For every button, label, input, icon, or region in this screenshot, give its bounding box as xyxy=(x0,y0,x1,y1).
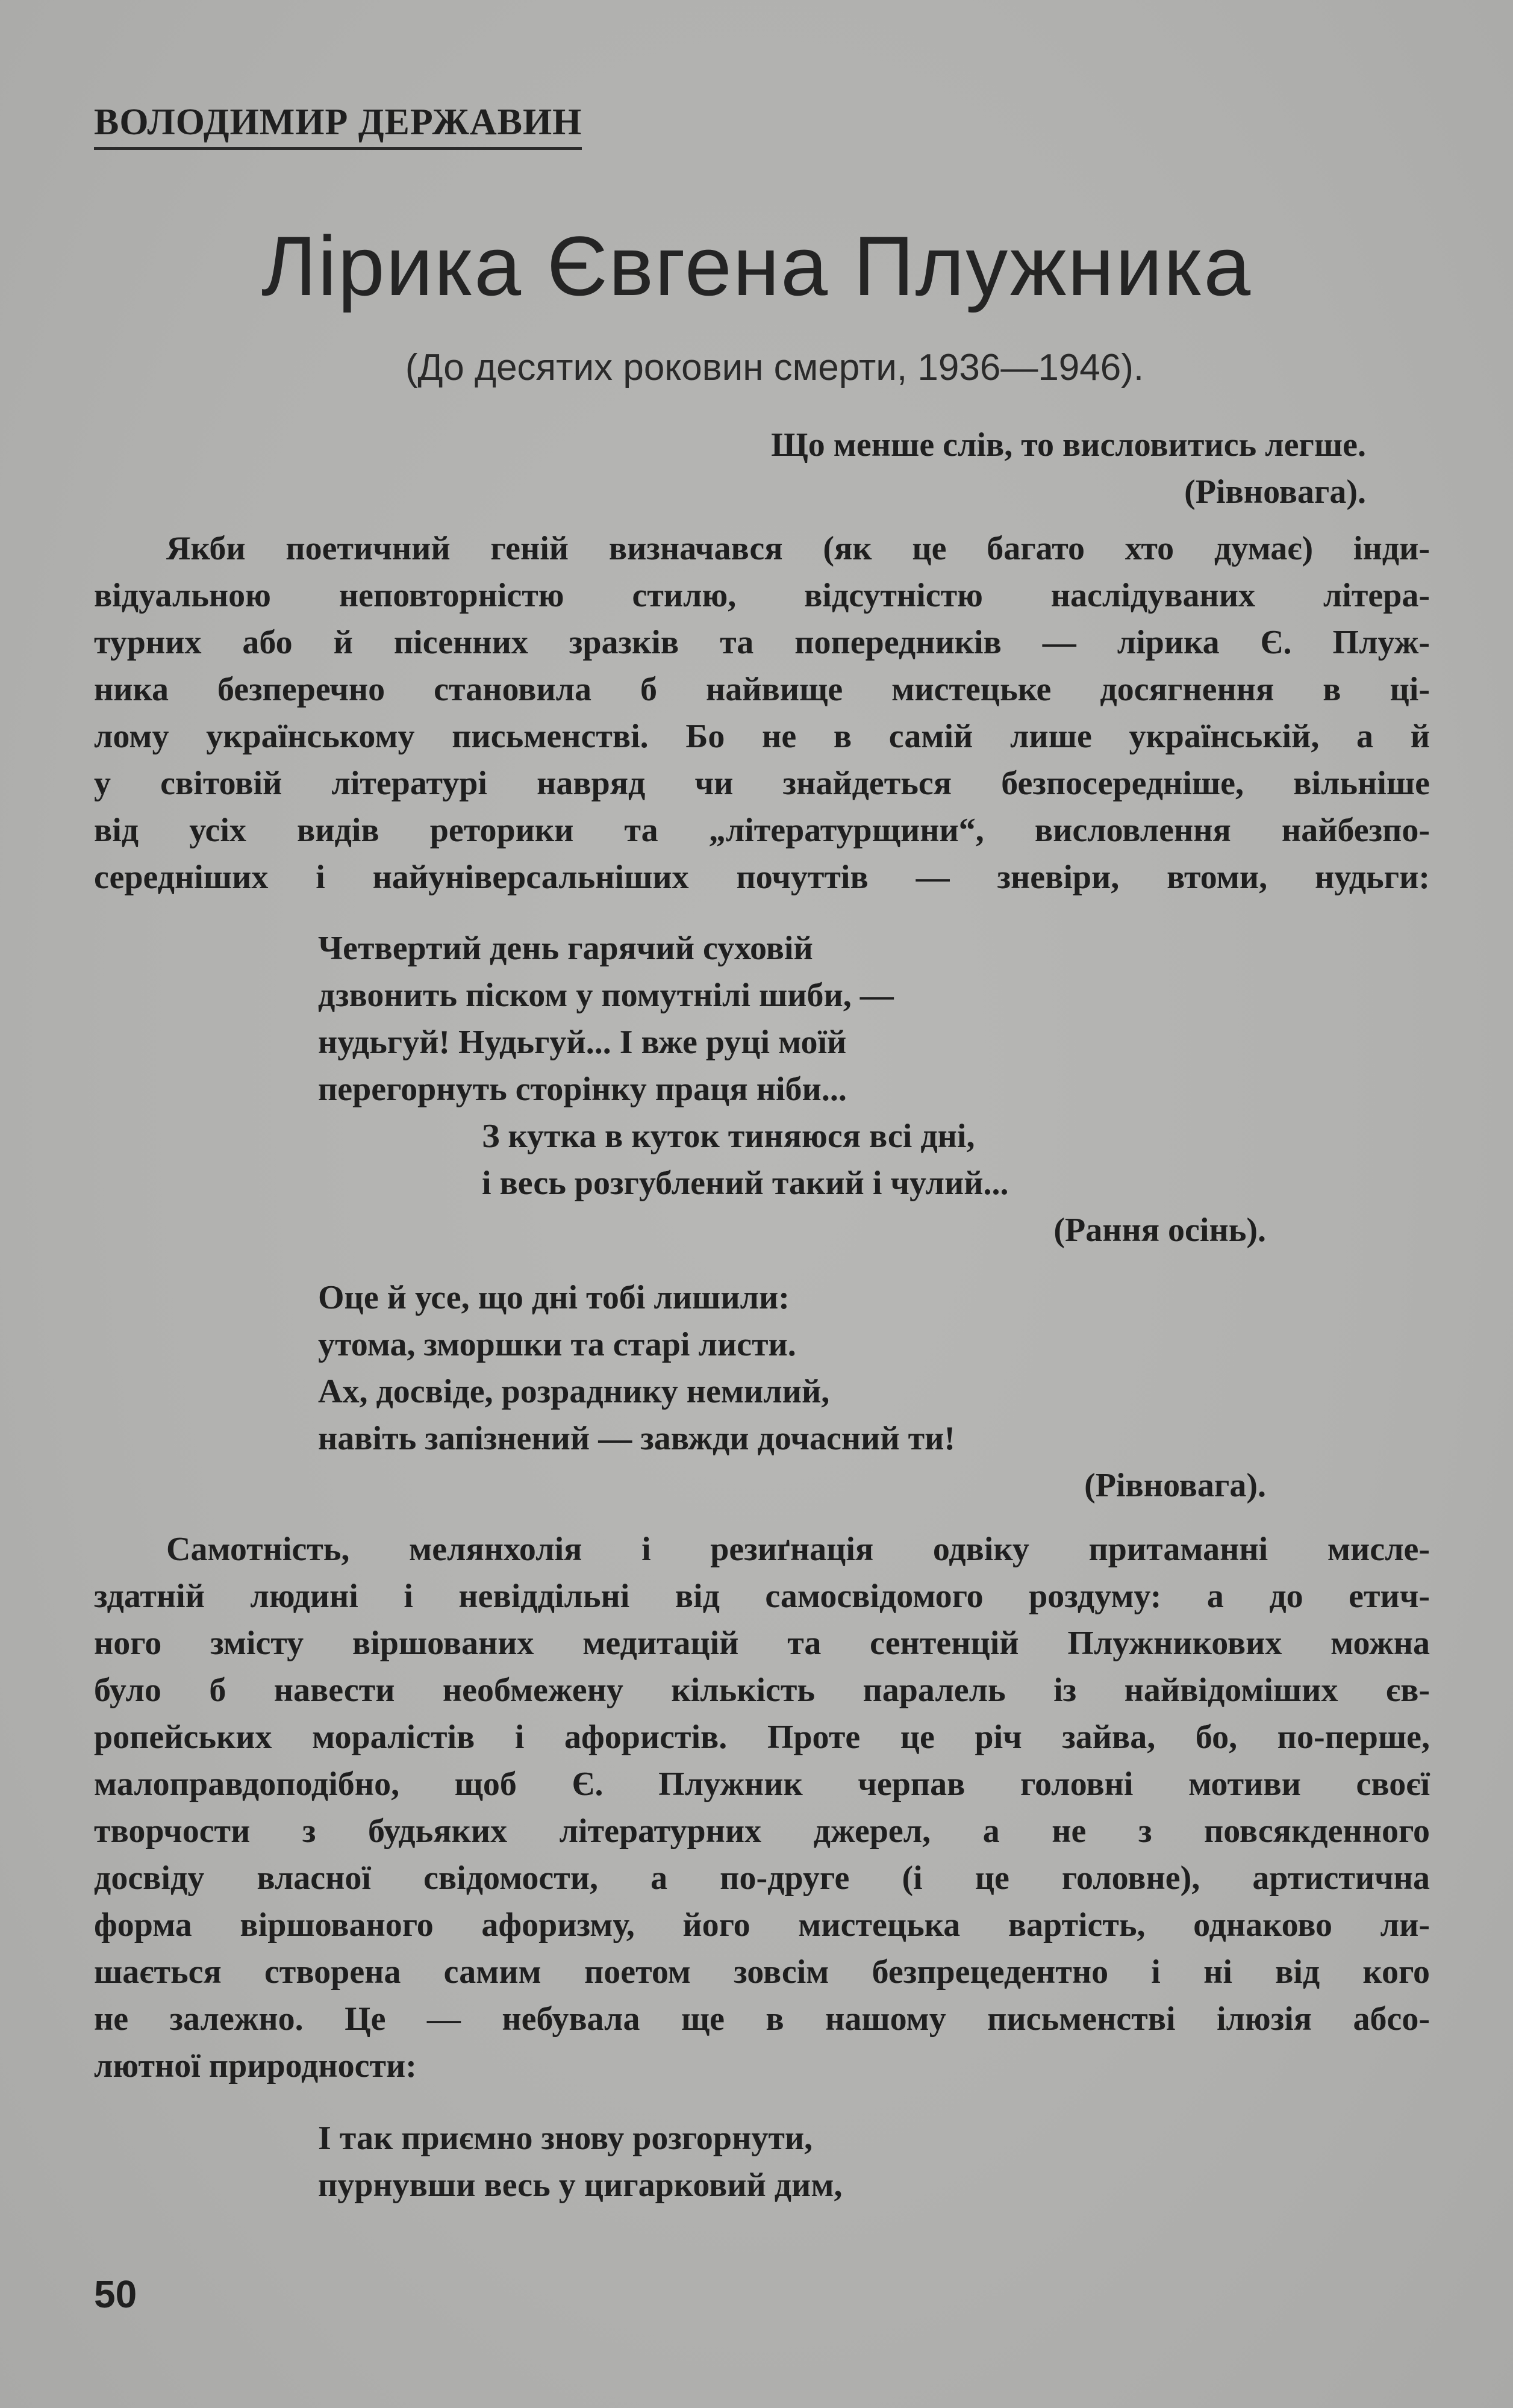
paragraph-1-line: Якби поетичний геній визначався (як це багато хто думає) інди- xyxy=(166,530,1430,567)
paragraph-1-line: лому українському письменстві. Бо не в самій лише українській, а й xyxy=(94,718,1430,755)
paragraph-2-line: шається створена самим поетом зовсім безпрецедентно і ні від кого xyxy=(94,1953,1430,1991)
poem-2-verse: навіть запізнений — завжди дочасний ти! xyxy=(318,1420,956,1457)
poem-1-verse: дзвонить піском у помутнілі шиби, — xyxy=(318,977,894,1014)
article-subtitle: (До десятих роковин смерти, 1936—1946). xyxy=(405,347,1144,388)
paragraph-1-line: у світовій літературі навряд чи знайдеться безпосередніше, вільніше xyxy=(94,765,1430,802)
poem-1-verse: перегорнуть сторінку праця ніби... xyxy=(318,1071,847,1108)
article-title: Лірика Євгена Плужника xyxy=(261,219,1252,313)
page-number: 50 xyxy=(94,2273,137,2316)
poem-1-verse: Четвертий день гарячий суховій xyxy=(318,930,813,967)
paragraph-1-line: відуальною неповторністю стилю, відсутністю наслідуваних літера- xyxy=(94,577,1430,614)
poem-1-verse: З кутка в куток тиняюся всі дні, xyxy=(482,1118,975,1155)
paragraph-1 xyxy=(94,525,1430,901)
paragraph-2-line: форма віршованого афоризму, його мистецька вартість, однаково ли- xyxy=(94,1906,1430,1944)
poem-3-verse: пурнувши весь у цигарковий дим, xyxy=(318,2167,843,2204)
paragraph-1-line: турних або й пісенних зразків та попередників — лірика Є. Плуж- xyxy=(94,624,1430,661)
poem-2 xyxy=(318,1274,1266,1509)
poem-2-verse: Ах, досвіде, розраднику немилий, xyxy=(318,1373,830,1410)
paragraph-1-line: ника безперечно становила б найвище мистецьке досягнення в ці- xyxy=(94,671,1430,708)
paragraph-2-line: лютної природности: xyxy=(94,2047,417,2085)
epigraph-source: (Рівновага). xyxy=(1184,473,1366,511)
paragraph-2-line: малоправдоподібно, щоб Є. Плужник черпав головні мотиви своєї xyxy=(94,1766,1430,1803)
epigraph xyxy=(771,422,1366,515)
paragraph-2-line: не залежно. Це — небувала ще в нашому письменстві ілюзія абсо- xyxy=(94,2000,1430,2038)
paragraph-1-line: середніших і найуніверсальніших почуттів — зневіри, втоми, нудьги: xyxy=(94,859,1430,896)
paragraph-2 xyxy=(94,1526,1430,2089)
poem-3 xyxy=(318,2115,1161,2209)
paragraph-2-line: творчости з будьяких літературних джерел, а не з повсякденного xyxy=(94,1812,1430,1850)
epigraph-text: Що менше слів, то висловитись легше. xyxy=(771,426,1366,464)
poem-1-verse: нудьгуй! Нудьгуй... І вже руці моїй xyxy=(318,1024,847,1061)
author-name: ВОЛОДИМИР ДЕРЖАВИН xyxy=(94,104,582,150)
poem-2-verse: Оце й усе, що дні тобі лишили: xyxy=(318,1279,790,1316)
paragraph-1-line: від усіх видів реторики та „літературщини“, висловлення найбезпо- xyxy=(94,812,1430,849)
poem-3-verse: І так приємно знову розгорнути, xyxy=(318,2120,813,2157)
poem-2-source: (Рівновага). xyxy=(1084,1467,1266,1504)
paragraph-2-line: ропейських моралістів і афористів. Проте це річ зайва, бо, по-перше, xyxy=(94,1719,1430,1756)
poem-1 xyxy=(318,925,1266,1254)
paragraph-2-line: здатній людині і невіддільні від самосвідомого роздуму: а до етич- xyxy=(94,1578,1430,1615)
poem-1-source: (Рання осінь). xyxy=(1053,1212,1266,1249)
paragraph-2-line: досвіду власної свідомости, а по-друге (і це головне), артистична xyxy=(94,1859,1430,1897)
paragraph-2-line: було б навести необмежену кількість паралель із найвідоміших єв- xyxy=(94,1672,1430,1709)
paragraph-2-line: Самотність, мелянхолія і резиґнація одвіку притаманні мисле- xyxy=(166,1531,1430,1568)
poem-2-verse: утома, зморшки та старі листи. xyxy=(318,1326,796,1363)
poem-1-verse: і весь розгублений такий і чулий... xyxy=(482,1165,1009,1202)
paragraph-2-line: ного змісту віршованих медитацій та сентенцій Плужникових можна xyxy=(94,1625,1430,1662)
